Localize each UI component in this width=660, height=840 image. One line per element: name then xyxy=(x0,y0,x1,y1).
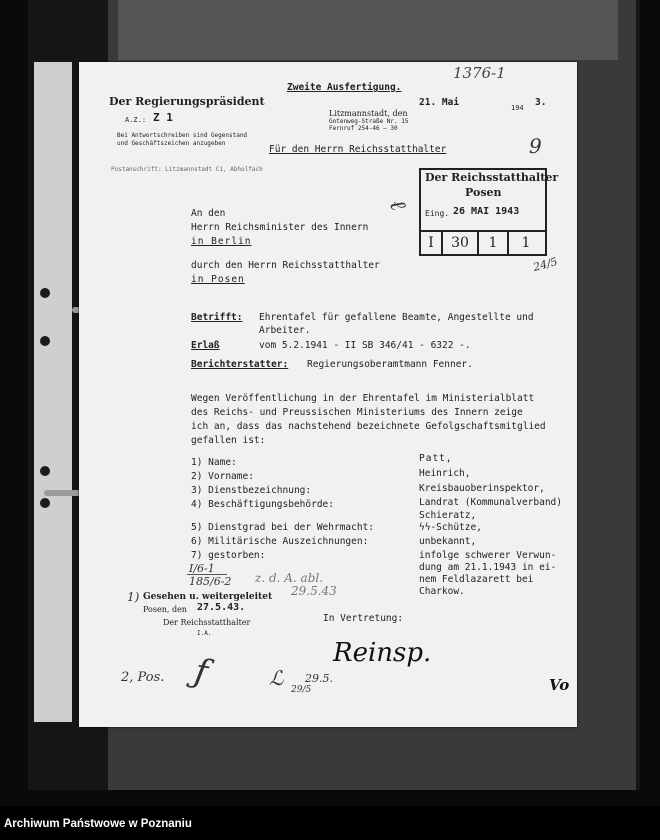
archive-footer xyxy=(0,806,660,840)
subject-text: Ehrentafel für gefallene Beamte, Angestellte und xyxy=(259,312,534,323)
field-label: 3) Dienstbezeichnung: xyxy=(191,485,312,496)
deputy-label: In Vertretung: xyxy=(323,613,404,624)
stamp-routing-grid xyxy=(421,230,545,254)
field-value: Landrat (Kommunalverband) xyxy=(419,497,562,508)
punch-hole xyxy=(40,336,50,346)
body-text: ich an, dass das nachstehend bezeichnete Gefolgschaftsmitglied xyxy=(191,421,546,432)
letter-year-digit: 3. xyxy=(535,97,547,108)
handwritten-file-ref: I/6-1 xyxy=(189,562,215,575)
handwritten-filing-note: z. d. A. abl. xyxy=(255,571,324,585)
field-label: 4) Beschäftigungsbehörde: xyxy=(191,499,334,510)
subject-text: Arbeiter. xyxy=(259,325,311,336)
handwritten-note: 2, Pos. xyxy=(121,670,165,685)
via-header: Für den Herrn Reichsstatthalter xyxy=(269,144,447,155)
authority-title: Der Regierungspräsident xyxy=(109,95,265,108)
document-page xyxy=(79,62,577,727)
field-value: Schieratz, xyxy=(419,510,477,521)
copy-note: Zweite Ausfertigung. xyxy=(287,82,402,93)
field-value: Heinrich, xyxy=(419,468,471,479)
handwritten-date: 29/5 xyxy=(291,685,312,695)
ref-value: Z 1 xyxy=(153,111,173,124)
field-value: unbekannt, xyxy=(419,536,477,547)
stamp-cell: 1 xyxy=(479,232,509,254)
field-value: nem Feldlazarett bei xyxy=(419,574,534,585)
forwarded-ia: I.A. xyxy=(197,630,212,637)
punch-hole xyxy=(40,498,50,508)
handwritten-mark: 1) xyxy=(127,590,140,604)
binding-strip xyxy=(34,62,72,722)
handwritten-corner-mark: Vo xyxy=(549,676,570,694)
forwarded-place: Posen, den xyxy=(143,605,187,614)
handwritten-initials: ℓ xyxy=(383,196,411,214)
letter-year: 194 xyxy=(511,104,524,112)
forwarded-date: 27.5.43. xyxy=(197,602,246,613)
subject-label: Betrifft: xyxy=(191,312,243,323)
folder-board-top xyxy=(118,0,618,60)
stamp-cell: I xyxy=(421,232,443,254)
handwritten-date: 29.5. xyxy=(305,672,333,685)
stamp-city: Posen xyxy=(465,186,502,199)
postbox-address: Postanschrift: Litzmannstadt C1, Abholfach xyxy=(111,166,263,173)
field-value: Charkow. xyxy=(419,586,465,597)
letter-date: 21. Mai xyxy=(419,97,460,108)
address-city: in Berlin xyxy=(191,236,252,247)
field-value: Patt, xyxy=(419,453,453,464)
stamp-authority: Der Reichsstatthalter xyxy=(425,171,559,184)
reporter-label: Berichterstatter: xyxy=(191,359,289,370)
handwritten-page-number: 9 xyxy=(529,134,542,158)
stamp-received-date: 26 MAI 1943 xyxy=(453,206,520,217)
forwarded-authority: Der Reichsstatthalter xyxy=(163,618,251,627)
handwritten-file-number: 1376-1 xyxy=(453,64,506,82)
handwritten-initials: ℒ xyxy=(269,666,284,690)
field-label: 2) Vorname: xyxy=(191,471,254,482)
decree-label: Erlaß xyxy=(191,340,220,351)
field-label: 5) Dienstgrad bei der Wehrmacht: xyxy=(191,522,375,533)
stamp-received-label: Eing. xyxy=(425,209,450,218)
handwritten-filing-date: 29.5.43 xyxy=(291,584,337,598)
archive-name: Archiwum Państwowe w Poznaniu xyxy=(4,818,192,830)
ref-instruction: und Geschäftszeichen anzugeben xyxy=(117,140,226,147)
field-label: 6) Militärische Auszeichnungen: xyxy=(191,536,369,547)
reporter-text: Regierungsoberamtmann Fenner. xyxy=(307,359,473,370)
field-label: 7) gestorben: xyxy=(191,550,266,561)
body-text: des Reichs- und Preussischen Ministeriums des Innern zeige xyxy=(191,407,523,418)
place-address: Fernruf 254-46 — 30 xyxy=(329,125,398,132)
handwritten-side-note: 24/5 xyxy=(531,255,559,274)
punch-hole xyxy=(40,288,50,298)
field-value: dung am 21.1.1943 in ei- xyxy=(419,562,557,573)
handwritten-file-ref: 185/6-2 xyxy=(189,575,232,588)
address-via-city: in Posen xyxy=(191,274,245,285)
received-stamp xyxy=(419,168,559,256)
address-line: An den xyxy=(191,208,226,219)
field-value: infolge schwerer Verwun- xyxy=(419,550,557,561)
place-address: Gotenweg-Straße Nr. 15 xyxy=(329,118,409,125)
field-value: Kreisbauoberinspektor, xyxy=(419,483,545,494)
signature: Reinsp. xyxy=(333,638,432,668)
body-text: gefallen ist: xyxy=(191,435,266,446)
forwarded-stamp: Gesehen u. weitergeleitet xyxy=(143,592,273,602)
field-value: ϟϟ-Schütze, xyxy=(419,522,482,533)
stamp-cell: 1 xyxy=(521,235,531,251)
handwritten-initials: ƒ xyxy=(191,651,211,693)
address-via: durch den Herrn Reichsstatthalter xyxy=(191,260,380,271)
decree-text: vom 5.2.1941 - II SB 346/41 - 6322 -. xyxy=(259,340,471,351)
body-text: Wegen Veröffentlichung in der Ehrentafel im Ministerialblatt xyxy=(191,393,535,404)
ref-prefix: A.Z.: xyxy=(125,116,147,124)
place-label: Litzmannstadt, den xyxy=(329,109,408,118)
address-recipient: Herrn Reichsminister des Innern xyxy=(191,222,369,233)
stamp-cell: 30 xyxy=(443,232,479,254)
punch-hole xyxy=(40,466,50,476)
field-label: 1) Name: xyxy=(191,457,237,468)
ref-instruction: Bei Antwortschreiben sind Gegenstand xyxy=(117,132,248,139)
